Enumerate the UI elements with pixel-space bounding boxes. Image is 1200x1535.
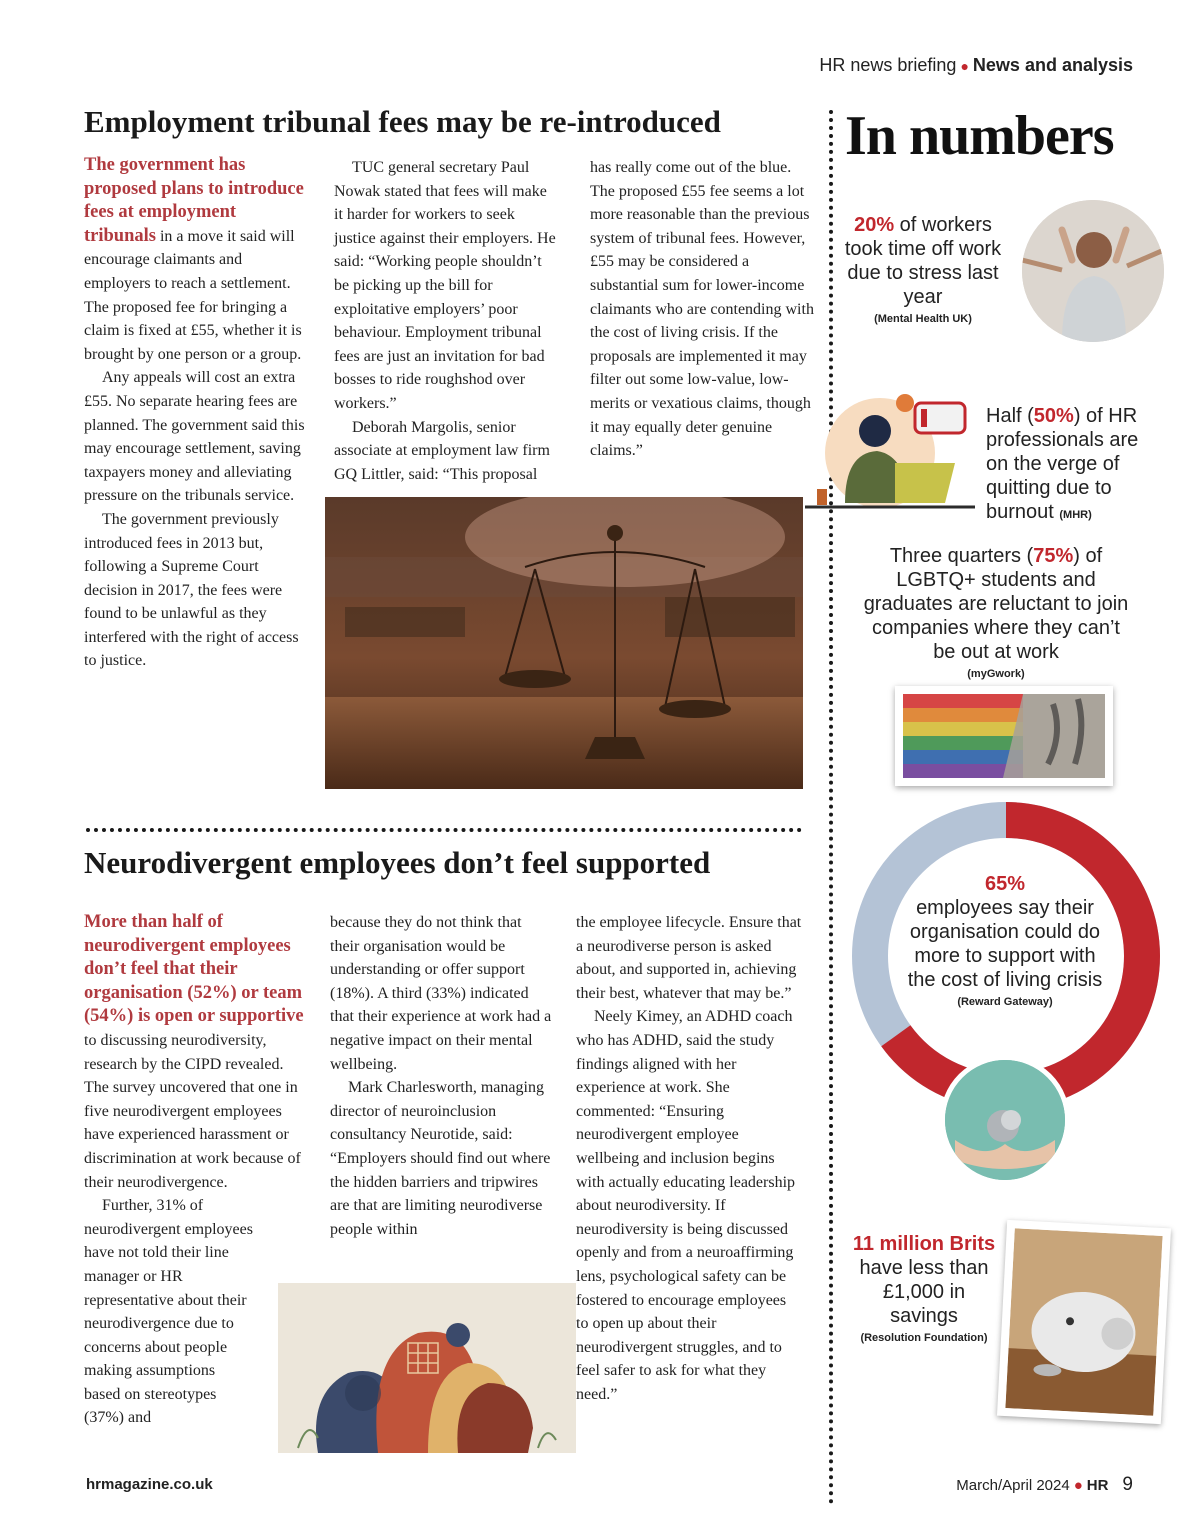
stat1-text: of workers took time off work due to stress last year (844, 214, 1002, 308)
footer-site: hrmagazine.co.uk (86, 1476, 213, 1493)
coins-hands-photo (940, 1055, 1070, 1185)
stat2-pre: Half ( (986, 405, 1034, 427)
footer-issue (956, 1474, 1133, 1496)
stat1-figure: 20% (854, 214, 895, 236)
scales-icon (325, 497, 803, 789)
article1-headline: Employment tribunal fees may be re-introduced (84, 104, 721, 139)
article1-p5: Deborah Margolis, senior associate at employment law firm GQ Littler, said: “This proposal has really come out of the blue. The proposed £55 fee seems a lot more reasonable than the previous system of tribunal fees. However, £55 may be considered a substantial sum for lower-income claimants who are contending with the cost of living crisis. If the proposals are implemented it may filter out some low-value, low-merits or vexatious claims, though it may equally deter genuine claims.” (334, 159, 814, 483)
burnout-illustration (805, 393, 975, 513)
stat3-figure: 75% (1033, 545, 1074, 567)
bullet-icon: ● (960, 58, 969, 74)
stat-cost-of-living (904, 872, 1106, 1008)
stat4-source: (Reward Gateway) (957, 996, 1053, 1008)
page-header (819, 55, 1133, 76)
stat-workers-stress (843, 213, 1003, 325)
section-label: HR news briefing (819, 55, 957, 75)
article2-column-3 (576, 911, 802, 1406)
article1-lead: The government has proposed plans to introduce fees at employment tribunals (84, 155, 304, 246)
stressed-person-icon (1022, 200, 1164, 342)
pride-street-photo (895, 686, 1113, 786)
scales-of-justice-photo (325, 497, 803, 789)
stat1-source: (Mental Health UK) (874, 313, 972, 325)
sidebar-title: In numbers (845, 105, 1114, 167)
stat5-text: have less than £1,000 in savings (859, 1257, 989, 1327)
footer-issue-date: March/April 2024 (956, 1477, 1070, 1494)
coins-in-hands-icon (945, 1060, 1065, 1180)
heads-illustration-icon (278, 1283, 576, 1453)
stat3-post: ) of LGBTQ+ students and graduates are reluctant to join companies where they can’t be out at work (863, 545, 1129, 663)
bullet-icon: ● (1073, 1477, 1083, 1494)
article1-column-1 (84, 154, 306, 673)
article2-p4: Neely Kimey, an ADHD coach who has ADHD, said the study findings aligned with her experience at work. She commented: “Ensuring neurodivergent employee wellbeing and inclusion begins with actually educating leadership about neurodiversity. If neurodiversity is being discussed openly and from a neuroaffirming lens, psychological safety can be fostered to encourage employees to open up about their neurodivergent struggles, and to feel safer to ask for what they need.” (576, 1008, 796, 1403)
article2-lead: More than half of neurodivergent employees don’t feel that their organisation (52%) or team (54%) is open or supportive (84, 912, 304, 1027)
sidebar-divider (829, 110, 833, 1505)
article2-headline: Neurodivergent employees don’t feel supported (84, 845, 711, 880)
stat2-post: ) of HR professionals are on the verge of quitting due to burnout (986, 405, 1139, 523)
article1-p2: Any appeals will cost an extra £55. No separate hearing fees are planned. The government said this may encourage settlement, saving taxpayers money and alleviating pressure on the tribunals service. (84, 369, 305, 505)
piggy-bank-photo (997, 1220, 1171, 1424)
stat5-source: (Resolution Foundation) (860, 1332, 988, 1344)
stat4-figure: 65% (984, 873, 1026, 895)
article2-p2-cont: because they do not think that their organisation would be understanding or offer support (18%). A third (33%) indicated that their experience at work had a negative impact on their mental wellbeing. (330, 914, 552, 1073)
burnout-person-icon (805, 393, 975, 513)
piggy-bank-icon (1005, 1228, 1162, 1415)
rainbow-street-icon (903, 694, 1105, 778)
neurodiversity-illustration (278, 1283, 576, 1453)
page-number: 9 (1122, 1474, 1133, 1495)
footer-brand: HR (1086, 1477, 1109, 1494)
article1-column-2-3 (334, 156, 814, 490)
article1-p3: The government previously introduced fees in 2013 but, following a Supreme Court decision in 2017, the fees were found to be unlawful as they interfered with the right of access to justice. (84, 510, 299, 670)
stat2-source: (MHR) (1059, 509, 1092, 521)
subsection-label: News and analysis (972, 55, 1133, 75)
stat-savings (852, 1232, 996, 1344)
stat5-figure: 11 million Brits (852, 1233, 996, 1255)
article2-p3: Mark Charlesworth, managing director of neuroinclusion consultancy Neurotide, said: “Employers should find out where the hidden barriers and tripwires are that are limiting neurodiverse people within (330, 1079, 551, 1238)
article2-column-2 (330, 911, 552, 1241)
article1-p4: TUC general secretary Paul Nowak stated that fees will make it harder for workers to seek justice against their employers. He said: “Working people shouldn’t be picking up the bill for exploitative employers’ poor behaviour. Employment tribunal fees are just an invitation for bad bosses to ride roughshod over workers.” (334, 159, 556, 412)
article2-column-1 (84, 911, 306, 1430)
article2-p3-cont: the employee lifecycle. Ensure that a neurodiverse person is asked about, and supported in, achieving their best, whatever that may be.” (576, 914, 802, 1002)
section-divider (86, 828, 802, 832)
stat3-source: (myGwork) (967, 668, 1025, 680)
stressed-worker-photo (1022, 200, 1164, 342)
stat3-pre: Three quarters ( (889, 545, 1034, 567)
stat2-figure: 50% (1033, 405, 1074, 427)
article2-p2-start: Further, 31% of neurodivergent employees have not told their line manager or HR representative about their neurodivergence due to concerns about people making assumptions based on stereotypes (37%) and (84, 1197, 253, 1427)
stat4-text: employees say their organisation could do more to support with the cost of living crisis (907, 897, 1103, 991)
stat-lgbtq-students (860, 544, 1132, 680)
article2-p1: to discussing neurodiversity, research by the CIPD revealed. The survey uncovered that one in five neurodivergent employees have experienced harassment or discrimination at work because of their neurodivergence. (84, 1031, 301, 1191)
article1-p1: in a move it said will encourage claimants and employers to reach a settlement. The proposed fee for bringing a claim is fixed at £55, whether it is brought by one person or a group. (84, 227, 302, 363)
stat-hr-burnout (986, 404, 1156, 527)
